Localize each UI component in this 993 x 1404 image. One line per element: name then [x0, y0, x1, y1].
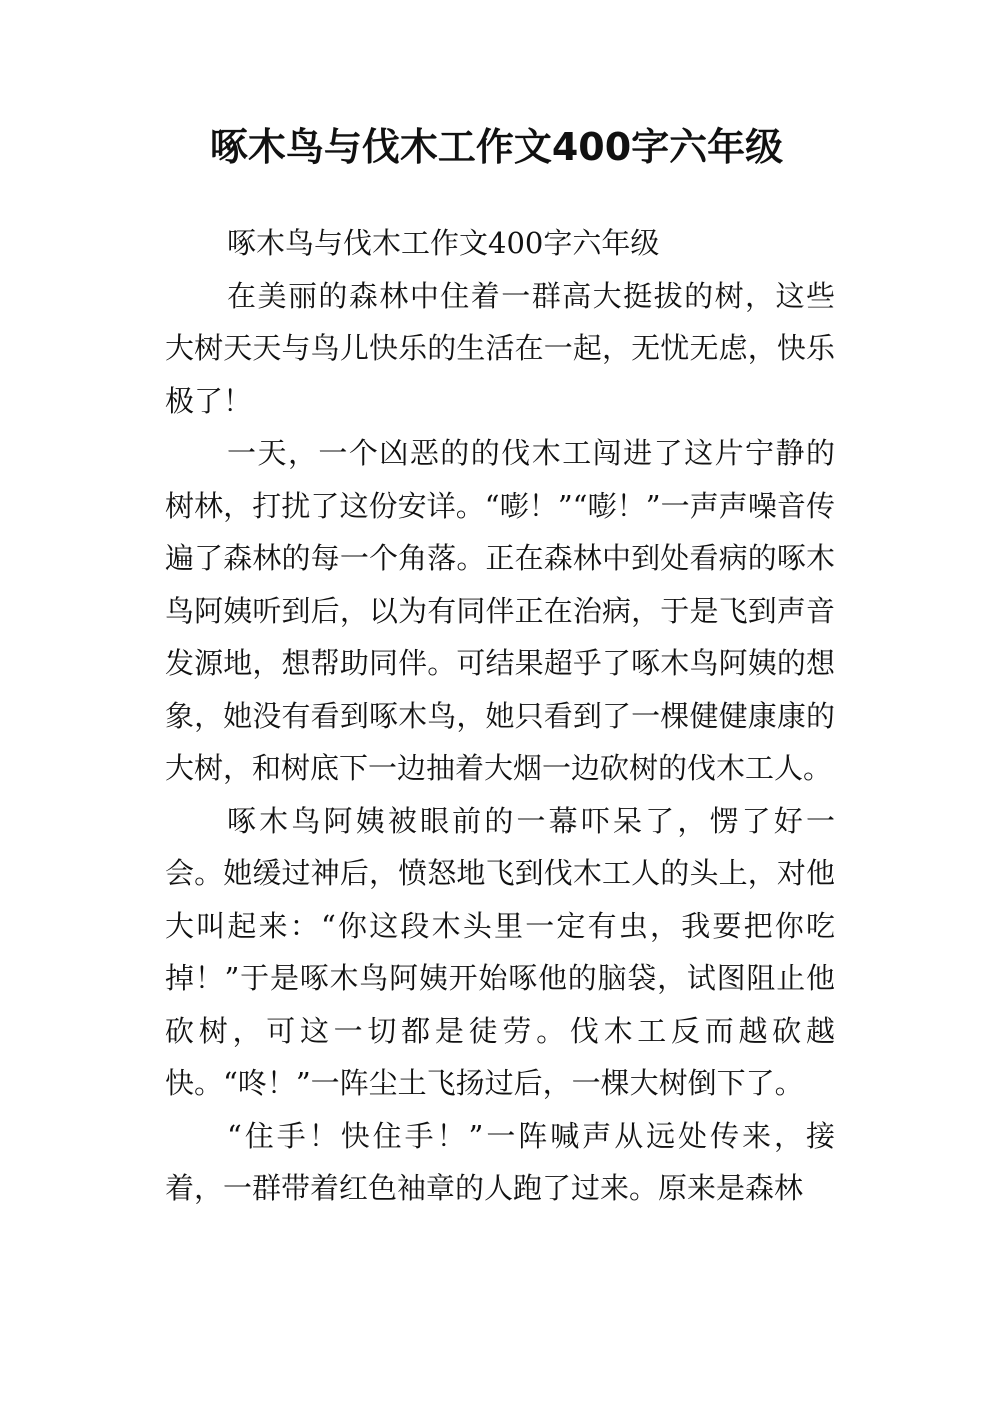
- paragraph: 在美丽的森林中住着一群高大挺拔的树，这些大树天天与鸟儿快乐的生活在一起，无忧无虑，快乐极了！: [165, 278, 835, 418]
- paragraph: 一天，一个凶恶的的伐木工闯进了这片宁静的树林，打扰了这份安详。“嘭！”“嘭！”一声声噪音传遍了森林的每一个角落。正在森林中到处看病的啄木鸟阿姨听到后，以为有同伴正在治病，于是飞到声音发源地，想帮助同伴。可结果超乎了啄木鸟阿姨的想象，她没有看到啄木鸟，她只看到了一棵健健康康的大树，和树底下一边抽着大烟一边砍树的伐木工人。: [165, 436, 835, 785]
- paragraph-subtitle: 啄木鸟与伐木工作文400字六年级: [227, 226, 660, 260]
- document-body: [165, 217, 835, 1215]
- paragraph: “住手！快住手！”一阵喊声从远处传来，接着，一群带着红色袖章的人跑了过来。原来是森林: [165, 1118, 835, 1205]
- paragraph: 啄木鸟阿姨被眼前的一幕吓呆了，愣了好一会。她缓过神后，愤怒地飞到伐木工人的头上，对他大叫起来：“你这段木头里一定有虫，我要把你吃掉！”于是啄木鸟阿姨开始啄他的脑袋，试图阻止他砍树，可这一切都是徒劳。伐木工反而越砍越快。“咚！”一阵尘土飞扬过后，一棵大树倒下了。: [165, 803, 835, 1100]
- document-title: 啄木鸟与伐木工作文400字六年级: [209, 125, 784, 169]
